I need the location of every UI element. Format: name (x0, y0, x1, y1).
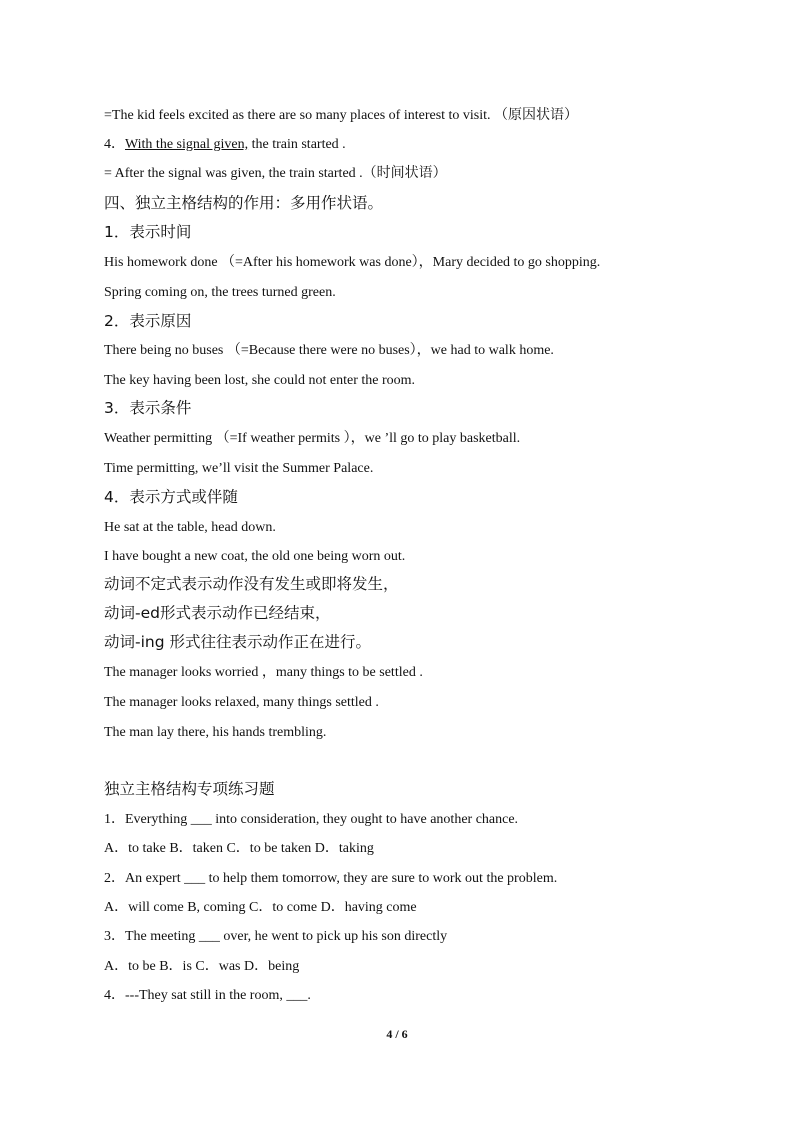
options-line: A．to take B．taken C．to be taken D．taking (104, 841, 374, 856)
note-line: 动词-ed形式表示动作已经结束， (104, 604, 331, 622)
subheading: 2．表示原因 (104, 312, 192, 330)
text-line: I have bought a new coat, the old one being worn out. (104, 549, 406, 564)
question-line: 4．---They sat still in the room, ___. (104, 988, 311, 1003)
text-line: =The kid feels excited as there are so many places of interest to visit. （原因状语） (104, 108, 579, 123)
exercise-heading: 独立主格结构专项练习题 (104, 780, 275, 798)
note-line: 动词不定式表示动作没有发生或即将发生， (104, 575, 399, 593)
options-line: A．to be B．is C．was D．being (104, 959, 300, 974)
subheading: 4．表示方式或伴随 (104, 488, 238, 506)
text-line: His homework done （=After his homework was done），Mary decided to go shopping. (104, 255, 601, 270)
section-heading: 四、独立主格结构的作用：多用作状语。 (104, 194, 384, 212)
text-fragment: the train started . (248, 137, 346, 152)
text-line: Weather permitting （=If weather permits ），we ’ll go to play basketball. (104, 431, 521, 446)
text-line: He sat at the table, head down. (104, 520, 276, 535)
question-line: 3．The meeting ___ over, he went to pick up his son directly (104, 929, 448, 944)
text-line: The manager looks relaxed, many things settled . (104, 695, 379, 710)
text-line: Time permitting, we’ll visit the Summer Palace. (104, 461, 374, 476)
text-line: The key having been lost, she could not enter the room. (104, 373, 416, 388)
subheading: 3．表示条件 (104, 399, 192, 417)
text-line: Spring coming on, the trees turned green. (104, 285, 336, 300)
underlined-phrase: With the signal given, (125, 137, 249, 152)
text-line: = After the signal was given, the train started .（时间状语） (104, 166, 447, 181)
page-number: 4 / 6 (386, 1027, 408, 1041)
subheading: 1．表示时间 (104, 223, 192, 241)
item-number: 4． (104, 137, 125, 152)
question-line: 1．Everything ___ into consideration, they ought to have another chance. (104, 812, 519, 827)
options-line: A．will come B, coming C．to come D．having come (104, 900, 417, 915)
text-line: The man lay there, his hands trembling. (104, 725, 327, 740)
question-line: 2．An expert ___ to help them tomorrow, they are sure to work out the problem. (104, 871, 558, 886)
text-line: The manager looks worried ，many things to be settled . (104, 665, 423, 680)
note-line: 动词-ing 形式往往表示动作正在进行。 (104, 633, 371, 651)
text-line: There being no buses （=Because there were no buses），we had to walk home. (104, 343, 554, 358)
example-4-line (104, 135, 734, 155)
